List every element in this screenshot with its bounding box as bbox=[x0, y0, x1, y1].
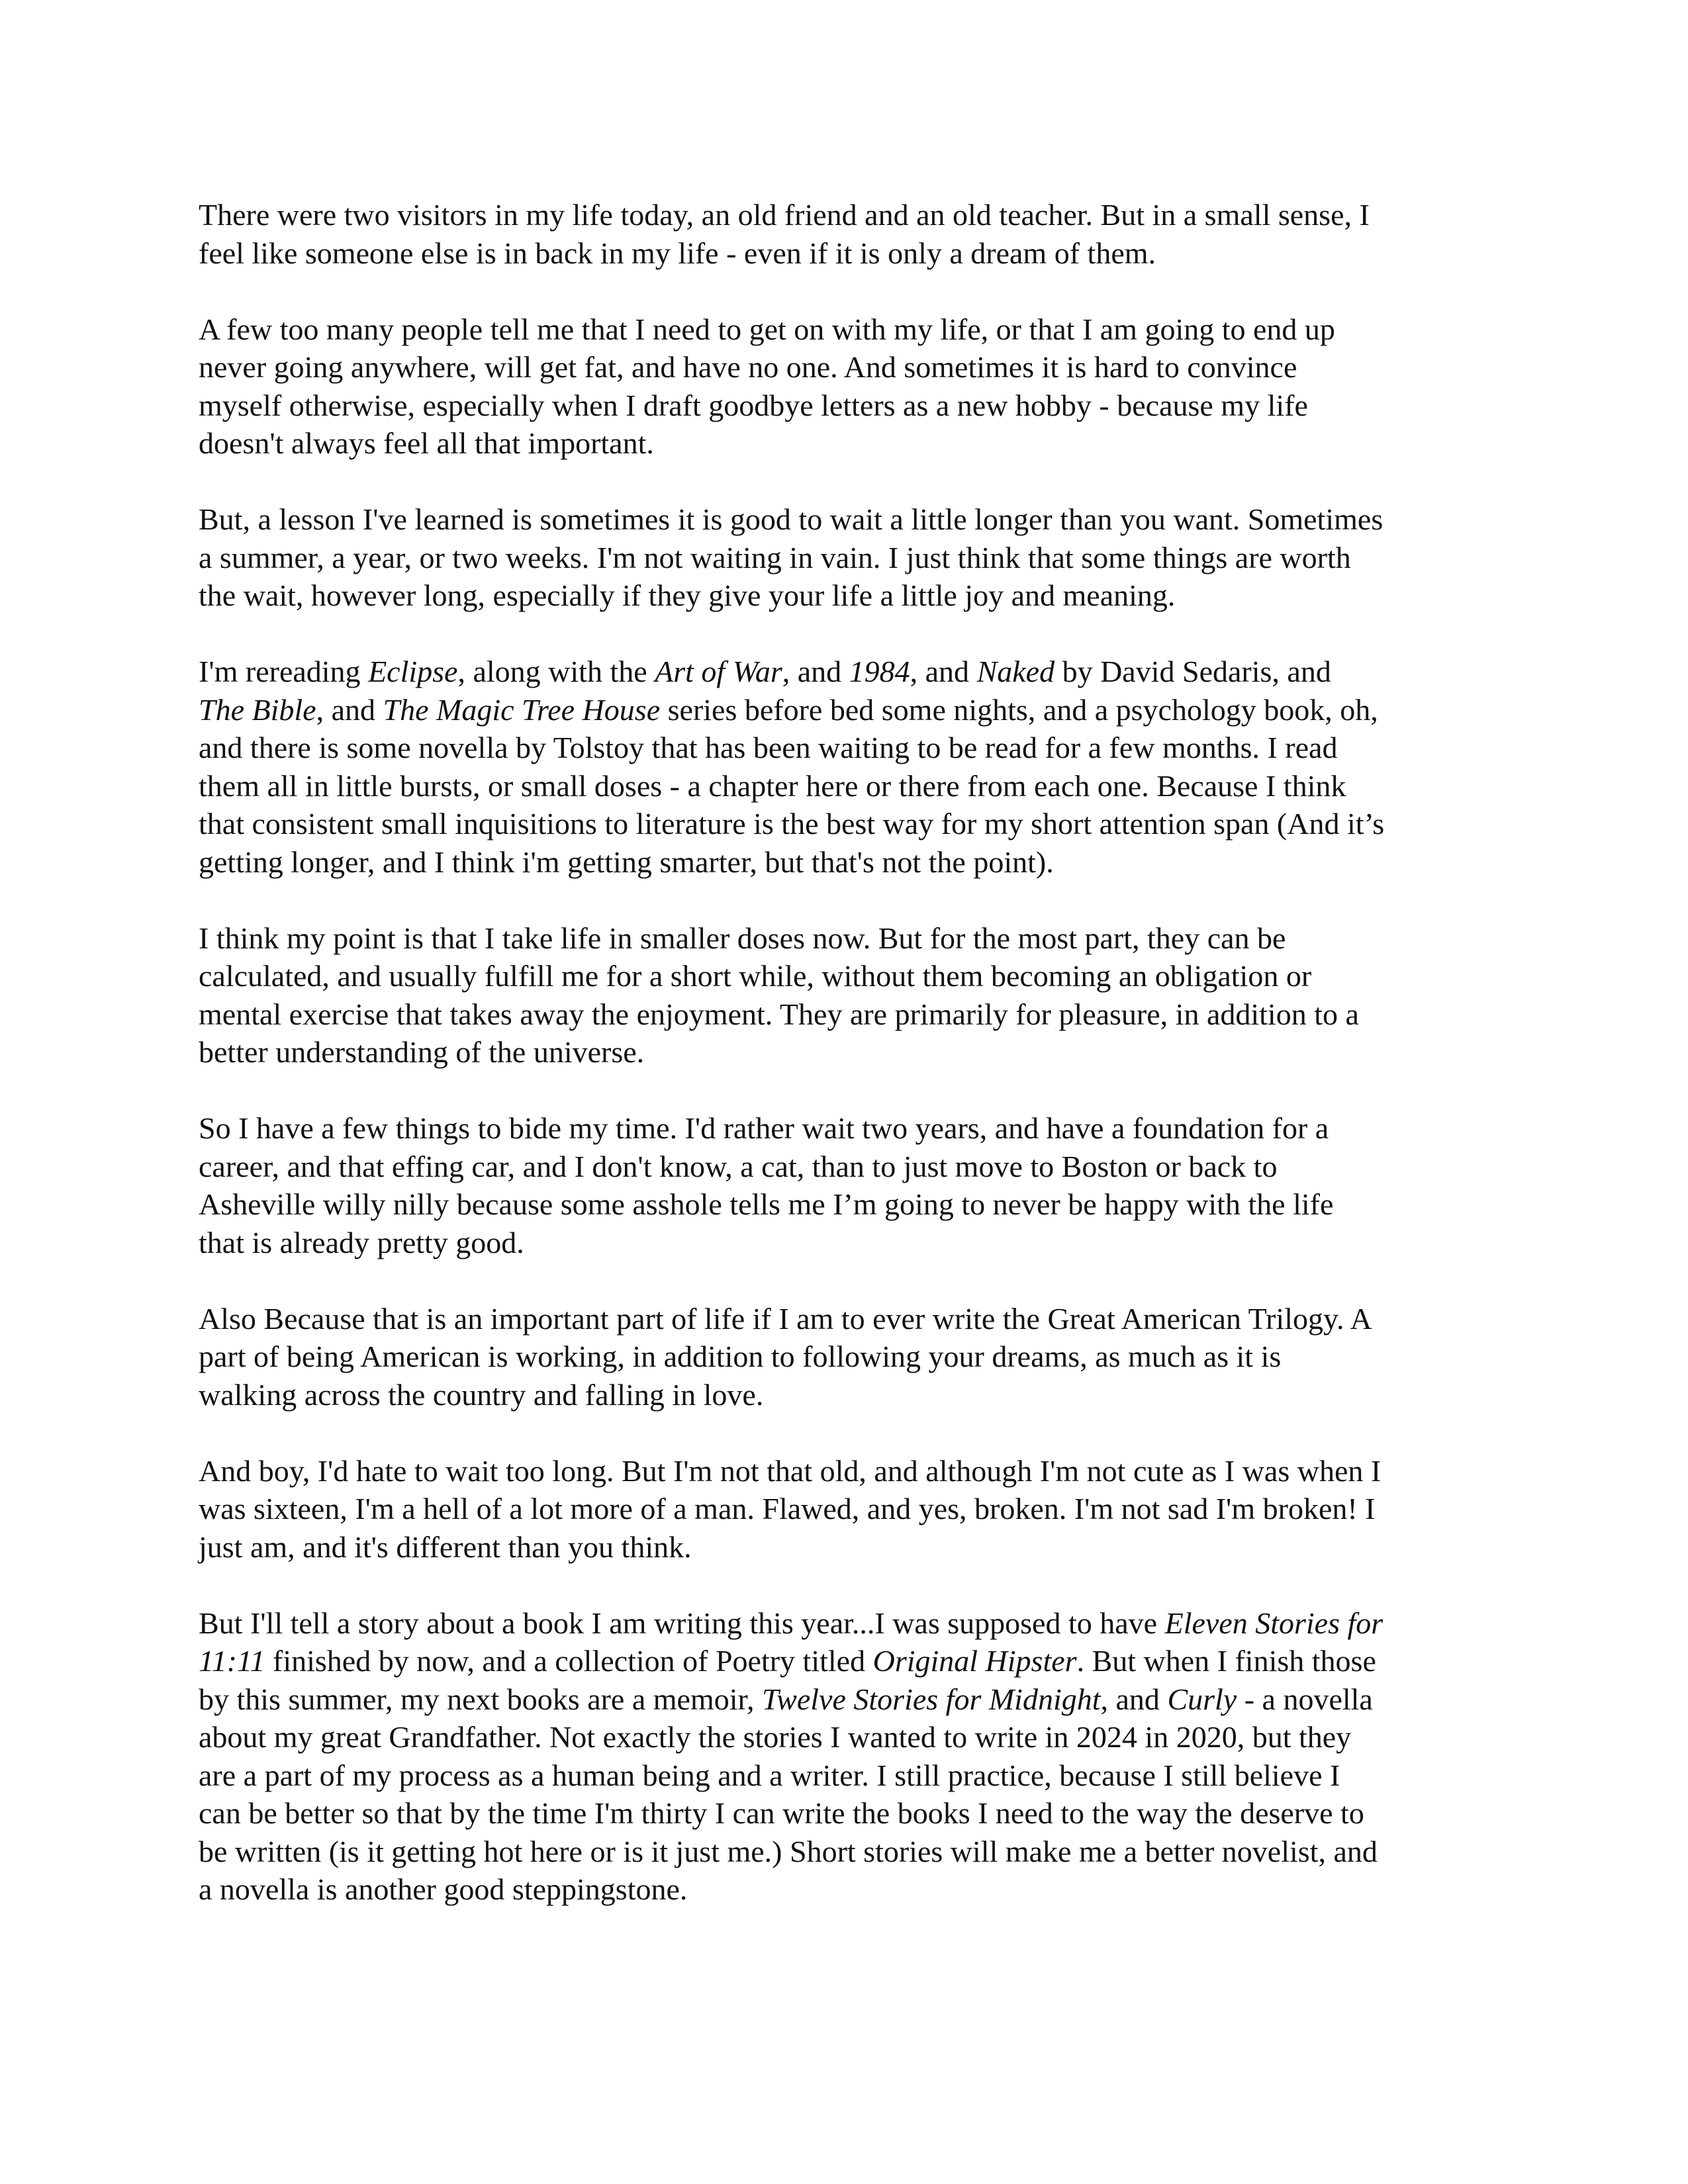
text-segment: are a part of my process as a human being and a writer. I still practice, because I still believe I bbox=[199, 1758, 1340, 1792]
body-paragraph bbox=[199, 1300, 1496, 1414]
text-line bbox=[199, 1376, 1496, 1414]
text-line bbox=[199, 1109, 1496, 1148]
italic-title: 11:11 bbox=[199, 1644, 265, 1678]
text-segment: mental exercise that takes away the enjoyment. They are primarily for pleasure, in addition to a bbox=[199, 997, 1359, 1031]
text-segment: I'm rereading bbox=[199, 655, 369, 688]
text-segment: feel like someone else is in back in my life - even if it is only a dream of them. bbox=[199, 236, 1156, 270]
text-segment: better understanding of the universe. bbox=[199, 1035, 645, 1069]
text-segment: A few too many people tell me that I need to get on with my life, or that I am going to end up bbox=[199, 312, 1335, 346]
text-line bbox=[199, 1148, 1496, 1186]
italic-title: Naked bbox=[976, 655, 1055, 688]
text-segment: Also Because that is an important part of life if I am to ever write the Great American Trilogy. A bbox=[199, 1301, 1372, 1336]
text-segment: walking across the country and falling in love. bbox=[199, 1377, 764, 1412]
text-line bbox=[199, 919, 1496, 958]
text-segment: by this summer, my next books are a memoir, bbox=[199, 1682, 762, 1716]
text-line bbox=[199, 767, 1496, 805]
body-paragraph bbox=[199, 310, 1496, 463]
text-line bbox=[199, 1870, 1496, 1909]
text-line bbox=[199, 729, 1496, 767]
text-segment: was sixteen, I'm a hell of a lot more of a man. Flawed, and yes, broken. I'm not sad I'm broken! I bbox=[199, 1492, 1376, 1525]
document-page bbox=[199, 196, 1496, 1909]
text-line bbox=[199, 653, 1496, 691]
italic-title: The Bible bbox=[199, 692, 316, 727]
italic-title: Curly bbox=[1167, 1682, 1237, 1716]
italic-title: The Magic Tree House bbox=[383, 692, 661, 727]
text-line bbox=[199, 1604, 1496, 1643]
text-line bbox=[199, 1642, 1496, 1680]
text-segment: career, and that effing car, and I don't know, a cat, than to just move to Boston or back to bbox=[199, 1149, 1278, 1183]
text-line bbox=[199, 348, 1496, 387]
italic-title: Eclipse bbox=[368, 655, 458, 688]
text-segment: just am, and it's different than you think. bbox=[199, 1529, 692, 1564]
text-line bbox=[199, 1300, 1496, 1338]
text-segment: can be better so that by the time I'm thirty I can write the books I need to the way the deserve to bbox=[199, 1796, 1364, 1830]
text-segment: , and bbox=[1100, 1682, 1168, 1716]
body-paragraph bbox=[199, 653, 1496, 881]
text-segment: by David Sedaris, and bbox=[1055, 655, 1331, 688]
text-segment: getting longer, and I think i'm getting smarter, but that's not the point). bbox=[199, 844, 1054, 879]
text-segment: There were two visitors in my life today, an old friend and an old teacher. But in a small sense, I bbox=[199, 198, 1370, 232]
italic-title: Art of War bbox=[655, 655, 782, 688]
text-line bbox=[199, 1756, 1496, 1795]
text-segment: them all in little bursts, or small doses - a chapter here or there from each one. Because I think bbox=[199, 768, 1346, 803]
body-paragraph bbox=[199, 1604, 1496, 1909]
text-line bbox=[199, 843, 1496, 882]
text-segment: doesn't always feel all that important. bbox=[199, 426, 654, 460]
text-line bbox=[199, 1794, 1496, 1833]
text-line bbox=[199, 196, 1496, 234]
body-paragraph bbox=[199, 1109, 1496, 1261]
body-paragraph bbox=[199, 196, 1496, 272]
text-segment: But, a lesson I've learned is sometimes it is good to wait a little longer than you want. Sometimes bbox=[199, 502, 1383, 536]
text-segment: , along with the bbox=[457, 655, 655, 688]
text-segment: a summer, a year, or two weeks. I'm not waiting in vain. I just think that some things are worth bbox=[199, 540, 1351, 574]
text-line bbox=[199, 576, 1496, 615]
text-segment: that consistent small inquisitions to literature is the best way for my short attention span (And it’s bbox=[199, 807, 1385, 841]
text-line bbox=[199, 1833, 1496, 1871]
text-segment: series before bed some nights, and a psychology book, oh, bbox=[660, 692, 1378, 727]
text-line bbox=[199, 1224, 1496, 1262]
text-segment: , and bbox=[316, 692, 383, 727]
text-line bbox=[199, 234, 1496, 273]
text-line bbox=[199, 995, 1496, 1034]
text-line bbox=[199, 500, 1496, 539]
text-line bbox=[199, 957, 1496, 995]
text-segment: But I'll tell a story about a book I am writing this year...I was supposed to have bbox=[199, 1606, 1165, 1640]
text-line bbox=[199, 424, 1496, 463]
italic-title: Twelve Stories for Midnight bbox=[762, 1682, 1101, 1716]
text-segment: be written (is it getting hot here or is it just me.) Short stories will make me a better novelist, and bbox=[199, 1834, 1378, 1868]
text-line bbox=[199, 1680, 1496, 1719]
text-line bbox=[199, 1528, 1496, 1567]
text-line bbox=[199, 310, 1496, 349]
text-segment: Asheville willy nilly because some asshole tells me I’m going to never be happy with the life bbox=[199, 1187, 1334, 1221]
italic-title: Eleven Stories for bbox=[1164, 1606, 1383, 1640]
text-line bbox=[199, 1185, 1496, 1224]
text-segment: that is already pretty good. bbox=[199, 1225, 524, 1259]
text-line bbox=[199, 539, 1496, 577]
text-segment: So I have a few things to bide my time. I'd rather wait two years, and have a foundation for a bbox=[199, 1111, 1329, 1145]
text-segment: I think my point is that I take life in smaller doses now. But for the most part, they can be bbox=[199, 921, 1286, 955]
text-segment: - a novella bbox=[1237, 1682, 1373, 1716]
text-line bbox=[199, 1452, 1496, 1490]
text-line bbox=[199, 1490, 1496, 1528]
italic-title: Original Hipster bbox=[872, 1644, 1077, 1678]
text-line bbox=[199, 691, 1496, 729]
text-segment: , and bbox=[782, 655, 849, 688]
body-paragraph bbox=[199, 1452, 1496, 1567]
text-segment: part of being American is working, in addition to following your dreams, as much as it is bbox=[199, 1340, 1282, 1373]
text-segment: a novella is another good steppingstone. bbox=[199, 1872, 688, 1906]
text-line bbox=[199, 805, 1496, 843]
text-segment: never going anywhere, will get fat, and have no one. And sometimes it is hard to convince bbox=[199, 350, 1297, 384]
text-segment: about my great Grandfather. Not exactly the stories I wanted to write in 2024 in 2020, but they bbox=[199, 1720, 1352, 1754]
text-segment: . But when I finish those bbox=[1076, 1644, 1376, 1678]
text-line bbox=[199, 387, 1496, 425]
text-line bbox=[199, 1718, 1496, 1756]
body-paragraph bbox=[199, 919, 1496, 1071]
text-segment: , and bbox=[910, 655, 977, 688]
italic-title: 1984 bbox=[849, 655, 910, 688]
text-segment: and there is some novella by Tolstoy that has been waiting to be read for a few months. I read bbox=[199, 731, 1338, 764]
body-paragraph bbox=[199, 500, 1496, 615]
text-segment: myself otherwise, especially when I draft goodbye letters as a new hobby - because my life bbox=[199, 388, 1308, 422]
text-line bbox=[199, 1033, 1496, 1071]
text-segment: finished by now, and a collection of Poetry titled bbox=[265, 1644, 873, 1678]
text-segment: the wait, however long, especially if they give your life a little joy and meaning. bbox=[199, 578, 1176, 612]
text-segment: calculated, and usually fulfill me for a short while, without them becoming an obligation or bbox=[199, 959, 1312, 993]
text-line bbox=[199, 1338, 1496, 1376]
text-segment: And boy, I'd hate to wait too long. But I'm not that old, and although I'm not cute as I was when I bbox=[199, 1453, 1382, 1488]
